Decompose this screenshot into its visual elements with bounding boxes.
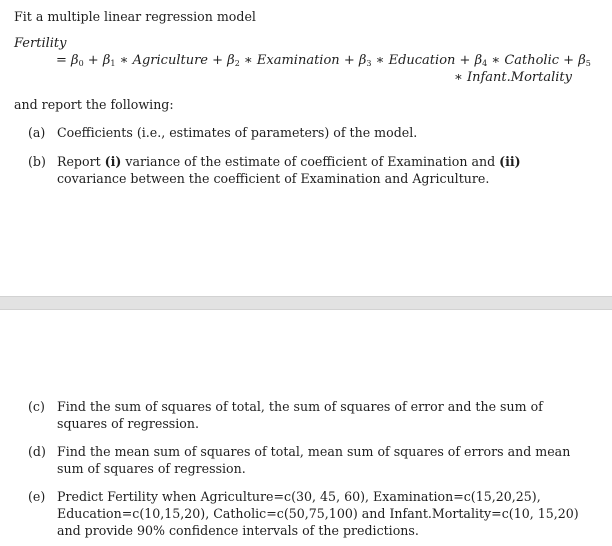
plus-sign: + — [212, 53, 224, 68]
var-agriculture: Agriculture — [132, 53, 208, 68]
var-education: Education — [388, 53, 456, 68]
plus-sign: + — [563, 53, 575, 68]
item-text: Predict Fertility when Agriculture=c(30, 45, 60), Examination=c(15,20,25), Education=c(10,15,20), Catholic=c(50,75,100) and Infant.Mortality=c(10, 15,20) and provide 90% confidence intervals of the predictions. — [57, 489, 579, 538]
page-break — [0, 296, 612, 310]
plus-sign: + — [343, 53, 355, 68]
times-sign: ∗ — [119, 53, 129, 68]
times-sign: ∗ — [454, 70, 463, 85]
item-label: (e) — [28, 489, 46, 504]
beta-4: $\beta_4$ — [474, 53, 488, 68]
times-sign: ∗ — [375, 53, 385, 68]
var-infant-mortality: Infant.Mortality — [466, 70, 572, 85]
intro-text: Fit a multiple linear regression model — [14, 9, 256, 24]
beta-2: $\beta_2$ — [227, 53, 240, 68]
beta-5: $\beta_5$ — [578, 53, 591, 68]
equals-sign: = — [56, 53, 67, 68]
equation-rhs-line-1 — [56, 53, 591, 68]
item-label: (a) — [28, 125, 46, 140]
beta-3: $\beta_3$ — [358, 53, 372, 68]
item-text: Report (i) variance of the estimate of coefficient of Examination and (ii) covariance between the coefficient of Examination and Agriculture. — [57, 154, 521, 186]
document-page-2 — [0, 310, 612, 546]
plus-sign: + — [459, 53, 471, 68]
item-label: (b) — [28, 154, 46, 169]
item-text: Coefficients (i.e., estimates of parameters) of the model. — [57, 125, 418, 140]
plus-sign: + — [87, 53, 99, 68]
beta-0: $\beta_0$ — [71, 53, 84, 68]
equation-rhs-line-2 — [454, 70, 572, 85]
item-label: (d) — [28, 444, 46, 459]
times-sign: ∗ — [243, 53, 253, 68]
var-catholic: Catholic — [504, 53, 560, 68]
bold-ii: (ii) — [499, 154, 521, 169]
item-text: Find the mean sum of squares of total, mean sum of squares of errors and mean sum of squares of regression. — [57, 444, 571, 476]
equation-lhs: Fertility — [14, 36, 67, 51]
beta-1: $\beta_1$ — [102, 53, 116, 68]
bold-i: (i) — [104, 154, 122, 169]
var-examination: Examination — [256, 53, 340, 68]
times-sign: ∗ — [491, 53, 501, 68]
report-intro-text: and report the following: — [14, 97, 174, 112]
item-label: (c) — [28, 399, 45, 414]
item-text: Find the sum of squares of total, the sum of squares of error and the sum of squares of regression. — [57, 399, 543, 431]
